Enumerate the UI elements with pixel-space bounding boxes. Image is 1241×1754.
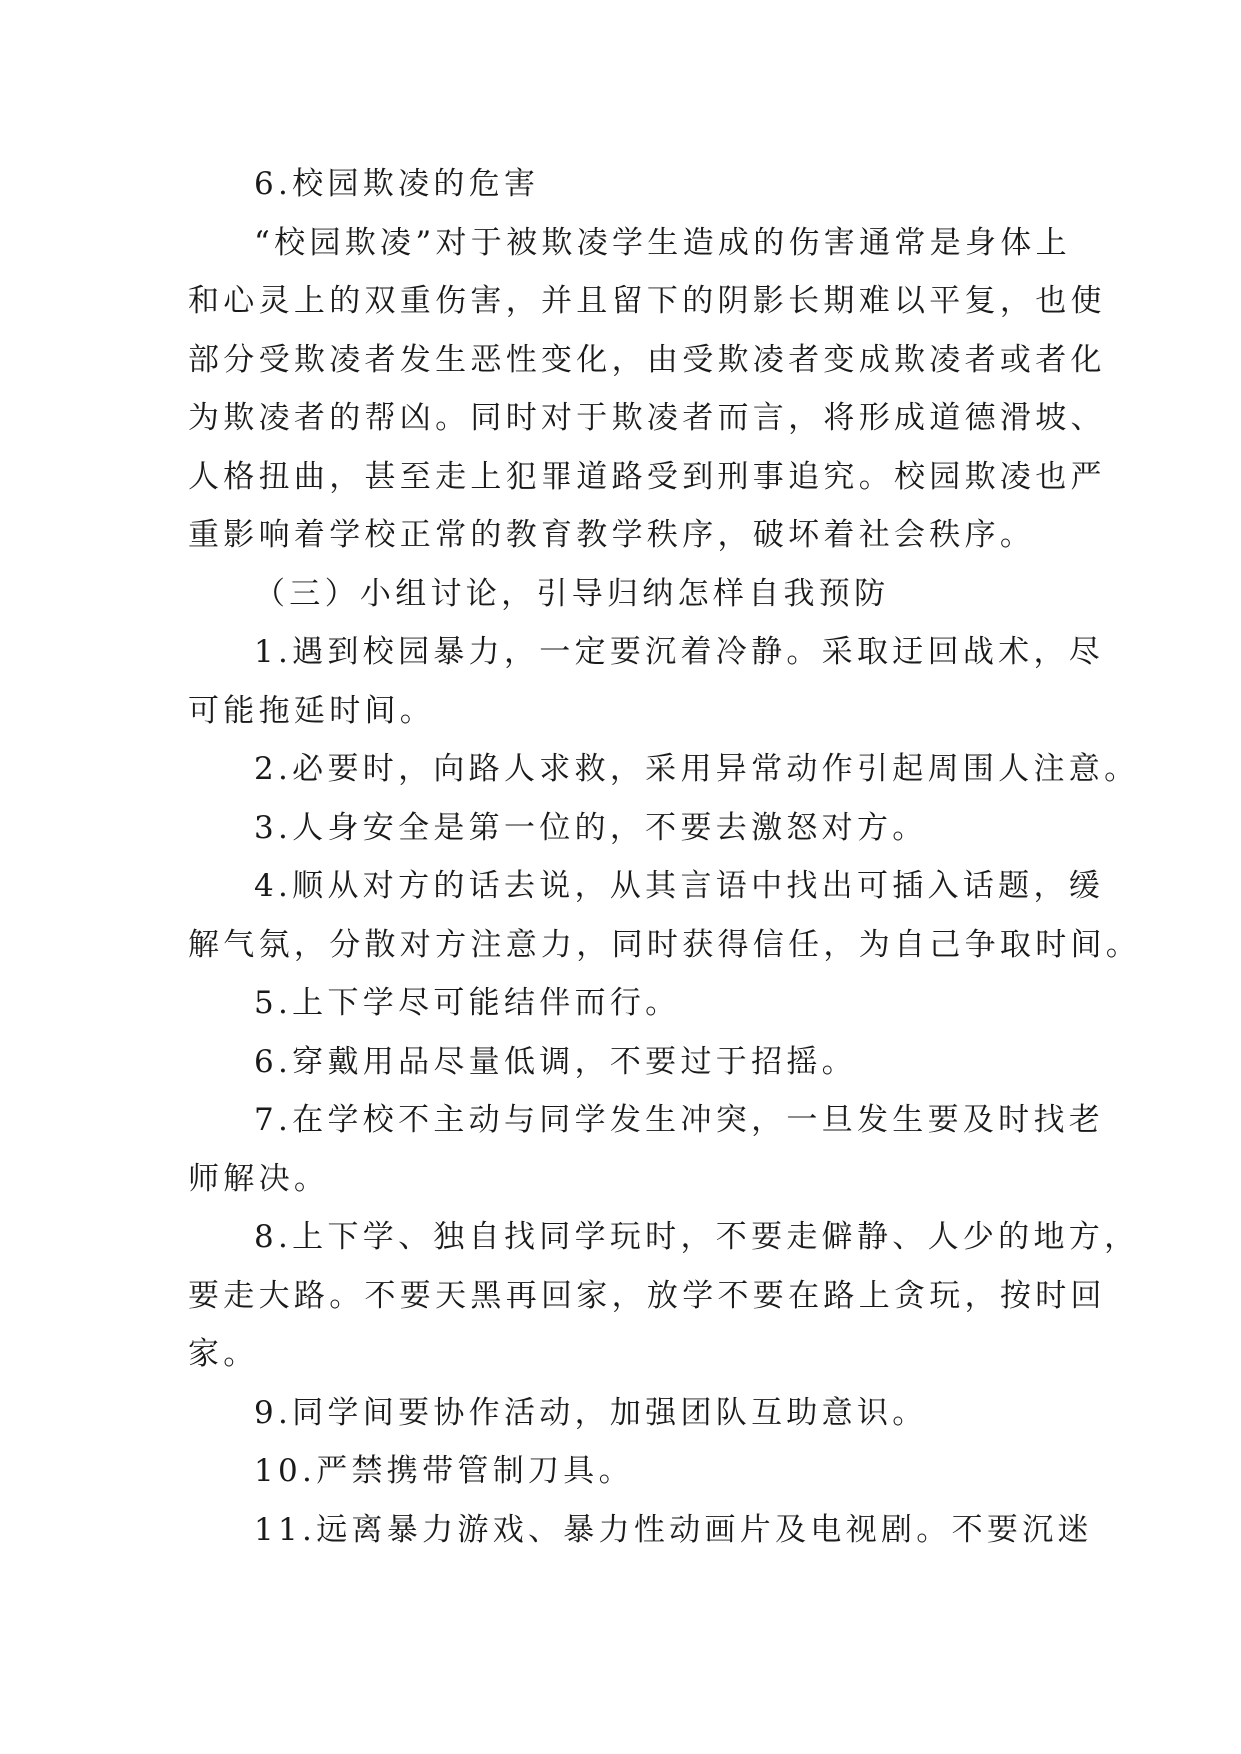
text-line: 7.在学校不主动与同学发生冲突，一旦发生要及时找老 [254, 1102, 1105, 1138]
text-line: 要走大路。不要天黑再回家，放学不要在路上贪玩，按时回 [188, 1277, 1106, 1314]
text-line: 和心灵上的双重伤害，并且留下的阴影长期难以平复，也使 [188, 283, 1106, 319]
text-line: 9.同学间要协作活动，加强团队互助意识。 [254, 1394, 928, 1431]
text-line: 人格扭曲，甚至走上犯罪道路受到刑事追究。校园欺凌也严 [188, 458, 1106, 495]
document-body [188, 155, 1142, 1559]
text-line: 8.上下学、独自找同学玩时，不要走僻静、人少的地方， [254, 1219, 1140, 1255]
text-line: 5.上下学尽可能结伴而行。 [254, 985, 681, 1021]
text-line: 可能拖延时间。 [188, 692, 436, 729]
text-line: 11.远离暴力游戏、暴力性动画片及电视剧。不要沉迷 [254, 1511, 1093, 1548]
text-line: 为欺凌者的帮凶。同时对于欺凌者而言，将形成道德滑坡、 [188, 400, 1106, 436]
text-line: （三）小组讨论，引导归纳怎样自我预防 [254, 575, 890, 612]
text-line: 2.必要时，向路人求救，采用异常动作引起周围人注意。 [254, 751, 1140, 787]
text-line: 4.顺从对方的话去说，从其言语中找出可插入话题，缓 [254, 868, 1105, 904]
text-line: 6.校园欺凌的危害 [254, 166, 540, 202]
text-line: “校园欺凌”对于被欺凌学生造成的伤害通常是身体上 [254, 224, 1071, 261]
text-line: 解气氛，分散对方注意力，同时获得信任，为自己争取时间。 [188, 926, 1142, 963]
text-line: 6.穿戴用品尽量低调，不要过于招摇。 [254, 1043, 857, 1080]
text-line: 家。 [188, 1336, 259, 1372]
text-line: 1.遇到校园暴力，一定要沉着冷静。采取迂回战术，尽 [254, 634, 1105, 670]
text-line: 3.人身安全是第一位的，不要去激怒对方。 [254, 809, 928, 846]
text-line: 师解决。 [188, 1160, 330, 1197]
text-line: 重影响着学校正常的教育教学秩序，破坏着社会秩序。 [188, 517, 1036, 553]
text-line: 部分受欺凌者发生恶性变化，由受欺凌者变成欺凌者或者化 [188, 341, 1106, 378]
text-line: 10.严禁携带管制刀具。 [254, 1453, 634, 1489]
